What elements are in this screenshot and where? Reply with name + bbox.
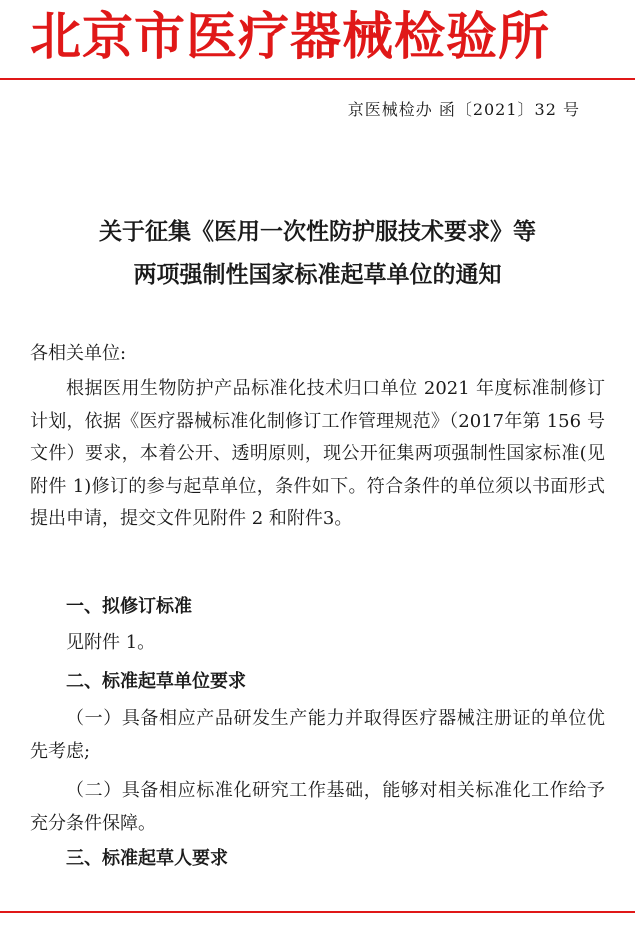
section-2-heading: 二、标准起草单位要求 bbox=[66, 671, 246, 692]
section-2-item-2: （二）具备相应标准化研究工作基础，能够对相关标准化工作给予充分条件保障。 bbox=[30, 780, 605, 834]
section-1-heading: 一、拟修订标准 bbox=[66, 596, 192, 617]
document-title-line-1: 关于征集《医用一次性防护服技术要求》等 bbox=[99, 219, 536, 245]
section-2-item-1: （一）具备相应产品研发生产能力并取得医疗器械注册证的单位优先考虑; bbox=[30, 708, 605, 762]
section-3-heading: 三、标准起草人要求 bbox=[66, 848, 228, 869]
main-paragraph: 根据医用生物防护产品标准化技术归口单位 2021 年度标准制修订计划，依据《医疗器械标准化制修订工作管理规范》（2017年第 156 号文件）要求，本着公开、透明原则，现公开征集两项强制性国家标准(见附件 1)修订的参与起草单位，条件如下。符合条件的单位须以书面形式提出申请，提交文件见附件 2 和附件3。 bbox=[30, 378, 605, 529]
issuer-name: 北京市医疗器械检验所 bbox=[30, 8, 551, 67]
document-title-line-2: 两项强制性国家标准起草单位的通知 bbox=[133, 262, 502, 288]
header-red-rule bbox=[0, 78, 635, 80]
document-number: 京医械检办 函〔2021〕32 号 bbox=[347, 100, 580, 119]
salutation: 各相关单位: bbox=[30, 343, 127, 364]
section-1-text: 见附件 1。 bbox=[66, 632, 156, 653]
footer-red-rule bbox=[0, 911, 635, 913]
